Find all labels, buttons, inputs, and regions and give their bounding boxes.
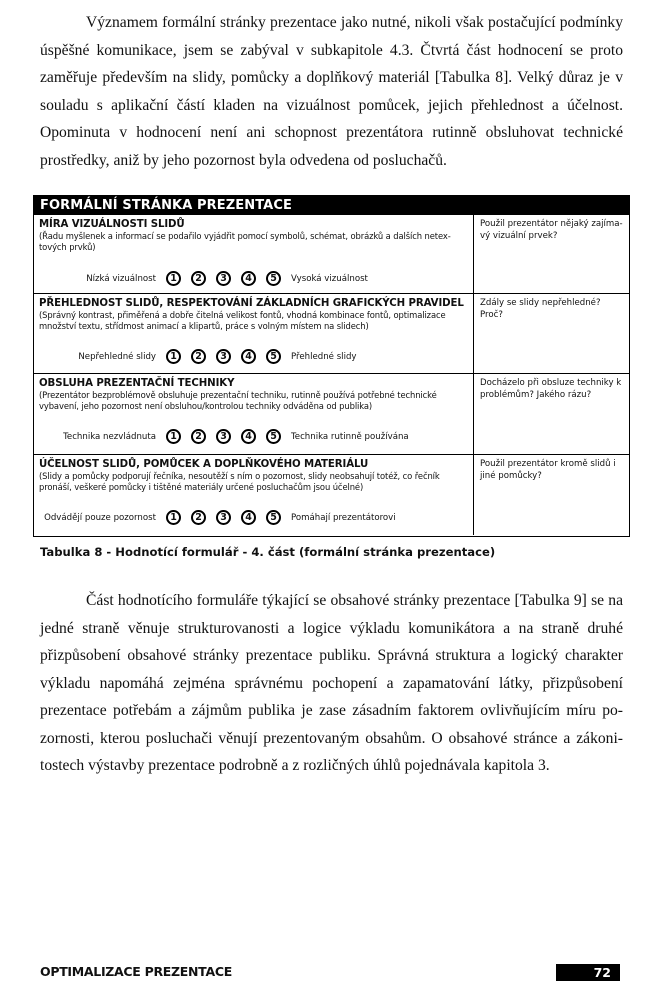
body-paragraph-2: Část hodnotícího formuláře týkající se obsahové stránky prezentace [Tabulka 9] se na jedné straně věnuje strukturovanosti a logice výkladu komunikátora a na straně druhé přizpůsobení obsahové stránky prezentace publiku. Správná struktura a logický charakter výkladu napomáhá zejména správnému pochopení a zapamatování látky, přizpůsobení prezentace potřebám a zájmům publika je zase zásadním faktorem ovlivňujícím míru pozornosti, kterou posluchači věnují prezentovaným obsahům. O obsahové stránce a zákonitostech výstavby prezentace podrobně a z rozličných úhlů pojednávala kapitola 3. bbox=[40, 592, 623, 774]
question-text: Docházelo při obsluze techniky k problémům? Jakého rázu? bbox=[480, 378, 622, 400]
rating-options bbox=[166, 510, 281, 525]
scale-high-label: Přehledné slidy bbox=[291, 351, 357, 362]
question-cell bbox=[474, 455, 629, 535]
table-caption: Tabulka 8 - Hodnotící formulář - 4. část (formální stránka prezentace) bbox=[40, 545, 496, 559]
rating-option-1[interactable]: 1 bbox=[166, 510, 181, 525]
rating-option-5[interactable]: 5 bbox=[266, 510, 281, 525]
rating-option-5[interactable]: 5 bbox=[266, 271, 281, 286]
rating-option-4[interactable]: 4 bbox=[241, 271, 256, 286]
criterion-title: OBSLUHA PREZENTAČNÍ TECHNIKY bbox=[39, 378, 235, 389]
scale-high-label: Pomáhají prezentátorovi bbox=[291, 512, 396, 523]
rating-option-2[interactable]: 2 bbox=[191, 349, 206, 364]
rating-option-5[interactable]: 5 bbox=[266, 349, 281, 364]
rating-scale bbox=[34, 349, 473, 364]
rating-option-3[interactable]: 3 bbox=[216, 429, 231, 444]
rating-option-2[interactable]: 2 bbox=[191, 510, 206, 525]
scale-high-label: Technika rutinně používána bbox=[291, 431, 409, 442]
question-cell bbox=[474, 215, 629, 293]
rating-options bbox=[166, 349, 281, 364]
question-cell bbox=[474, 294, 629, 373]
rating-option-1[interactable]: 1 bbox=[166, 429, 181, 444]
rating-option-3[interactable]: 3 bbox=[216, 349, 231, 364]
criterion-cell bbox=[34, 215, 474, 293]
rating-option-1[interactable]: 1 bbox=[166, 271, 181, 286]
rating-option-3[interactable]: 3 bbox=[216, 271, 231, 286]
rating-option-5[interactable]: 5 bbox=[266, 429, 281, 444]
rating-scale bbox=[34, 429, 473, 444]
rating-options bbox=[166, 429, 281, 444]
criterion-title: ÚČELNOST SLIDŮ, POMŮCEK A DOPLŇKOVÉHO MATERIÁLU bbox=[39, 459, 369, 470]
criterion-row-usefulness bbox=[34, 454, 629, 535]
scale-low-label: Nepřehledné slidy bbox=[78, 351, 156, 362]
rating-scale bbox=[34, 271, 473, 286]
running-footer-title: OPTIMALIZACE PREZENTACE bbox=[40, 964, 232, 979]
table-header: FORMÁLNÍ STRÁNKA PREZENTACE bbox=[34, 196, 629, 215]
rating-scale bbox=[34, 510, 473, 525]
criterion-row-visual bbox=[34, 215, 629, 293]
criterion-cell bbox=[34, 455, 474, 535]
question-text: Použil prezentátor nějaký zajímavý vizuální prvek? bbox=[480, 219, 623, 241]
criterion-cell bbox=[34, 294, 474, 373]
page-number: 72 bbox=[556, 964, 620, 981]
rating-option-4[interactable]: 4 bbox=[241, 429, 256, 444]
criterion-row-clarity bbox=[34, 293, 629, 373]
criterion-description: (Slidy a pomůcky podporují řečníka, nesoutěží s ním o pozornost, slidy neobsahují totéž, co řečník pronáší, veškeré pomůcky i tištěné materiály určené posluchačům jsou účelné) bbox=[39, 471, 440, 492]
rating-options bbox=[166, 271, 281, 286]
scale-low-label: Nízká vizuálnost bbox=[86, 273, 156, 284]
rating-option-3[interactable]: 3 bbox=[216, 510, 231, 525]
criterion-row-technique bbox=[34, 373, 629, 454]
criterion-description: (Řadu myšlenek a informací se podařilo vyjádřit pomocí symbolů, schémat, obrázků a dalších netextových prvků) bbox=[39, 231, 451, 252]
question-text: Zdály se slidy nepřehledné? Proč? bbox=[480, 298, 601, 320]
evaluation-form-table bbox=[33, 195, 630, 537]
rating-option-1[interactable]: 1 bbox=[166, 349, 181, 364]
rating-option-4[interactable]: 4 bbox=[241, 510, 256, 525]
body-paragraph-1: Významem formální stránky prezentace jako nutné, nikoli však postačující podmínky úspěšné komunikace, jsem se zabýval v subkapitole 4.3. Čtvrtá část hodnocení se proto zaměřuje především na slidy, pomůcky a doplňkový materiál [Tabulka 8]. Velký důraz je v souladu s aplikační částí kladen na vizuálnost pomůcek, jejich přehlednost a účelnost. Opominuta v hodnocení není ani schopnost prezentátora rutinně obsluhovat technické prostředky, aniž by jeho pozornost byla odvedena od posluchačů. bbox=[40, 14, 623, 169]
scale-low-label: Technika nezvládnuta bbox=[63, 431, 156, 442]
question-text: Použil prezentátor kromě slidů i jiné pomůcky? bbox=[480, 459, 616, 481]
scale-low-label: Odvádějí pouze pozornost bbox=[44, 512, 156, 523]
scale-high-label: Vysoká vizuálnost bbox=[291, 273, 368, 284]
rating-option-2[interactable]: 2 bbox=[191, 429, 206, 444]
criterion-description: (Prezentátor bezproblémově obsluhuje prezentační techniku, rutinně používá potřebné technické vybavení, jeho pozornost není obsluhou/kontrolou techniky odváděna od publika) bbox=[39, 390, 437, 411]
criterion-title: PŘEHLEDNOST SLIDŮ, RESPEKTOVÁNÍ ZÁKLADNÍCH GRAFICKÝCH PRAVIDEL bbox=[39, 298, 464, 309]
rating-option-4[interactable]: 4 bbox=[241, 349, 256, 364]
criterion-title: MÍRA VIZUÁLNOSTI SLIDŮ bbox=[39, 219, 185, 230]
rating-option-2[interactable]: 2 bbox=[191, 271, 206, 286]
criterion-cell bbox=[34, 374, 474, 454]
question-cell bbox=[474, 374, 629, 454]
criterion-description: (Správný kontrast, přiměřená a dobře čitelná velikost fontů, vhodná kombinace fontů, optimalizace množství textu, střídmost animací a klipartů, práce s volným místem na slidech) bbox=[39, 310, 446, 331]
